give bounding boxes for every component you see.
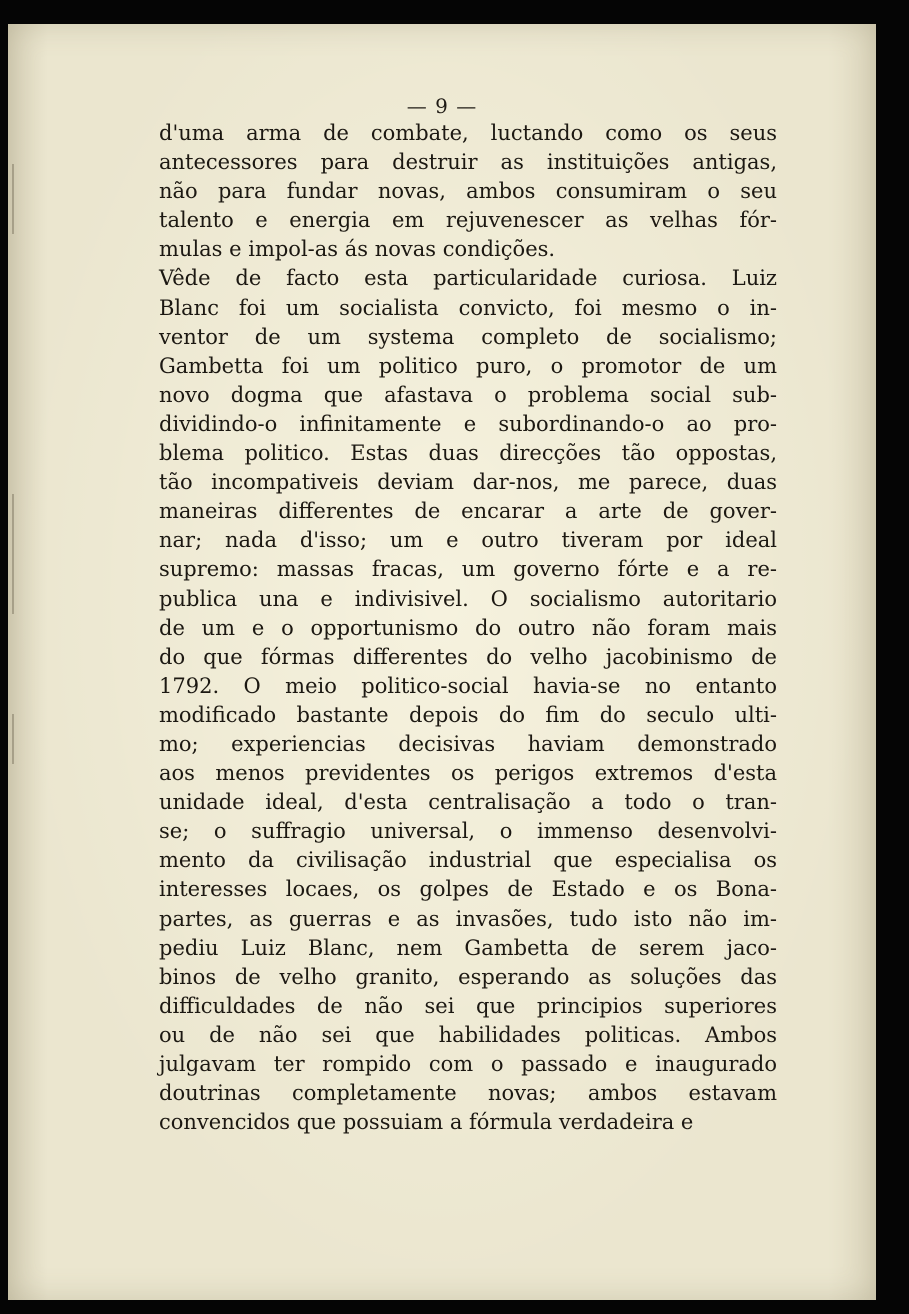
text-line: doutrinas completamente novas; ambos estavam <box>159 1081 777 1106</box>
text-line: de um e o opportunismo do outro não foram mais <box>159 615 777 640</box>
text-line: tão incompativeis deviam dar-nos, me parece, duas <box>159 470 777 495</box>
text-line: nar; nada d'isso; um e outro tiveram por ideal <box>159 528 777 553</box>
body-text <box>159 119 777 1137</box>
text-line: talento e energia em rejuvenescer as velhas fór- <box>159 208 777 233</box>
text-line: binos de velho granito, esperando as soluções das <box>159 964 777 989</box>
text-line: Blanc foi um socialista convicto, foi mesmo o in- <box>159 295 777 320</box>
text-line: blema politico. Estas duas direcções tão oppostas, <box>159 441 777 466</box>
text-line: dividindo-o infinitamente e subordinando-o ao pro- <box>159 411 777 436</box>
text-line: convencidos que possuiam a fórmula verdadeira e <box>159 1110 694 1135</box>
text-line: antecessores para destruir as instituições antigas, <box>159 150 777 175</box>
text-line: modificado bastante depois do fim do seculo ulti- <box>159 702 777 727</box>
binding-edge-mark <box>12 164 14 234</box>
text-line: mulas e impol-as ás novas condições. <box>159 237 556 262</box>
text-line: aos menos previdentes os perigos extremos d'esta <box>159 761 777 786</box>
text-line: partes, as guerras e as invasões, tudo isto não im- <box>159 906 777 931</box>
text-line: unidade ideal, d'esta centralisação a todo o tran- <box>159 790 777 815</box>
text-line: pediu Luiz Blanc, nem Gambetta de serem jaco- <box>159 935 777 960</box>
text-line: mento da civilisação industrial que especialisa os <box>159 848 777 873</box>
book-page <box>8 24 876 1300</box>
text-line: ventor de um systema completo de socialismo; <box>159 324 777 349</box>
text-line: não para fundar novas, ambos consumiram o seu <box>159 179 777 204</box>
text-line: Gambetta foi um politico puro, o promotor de um <box>159 353 777 378</box>
text-line: se; o suffragio universal, o immenso desenvolvi- <box>159 819 777 844</box>
text-line: novo dogma que afastava o problema social sub- <box>159 382 777 407</box>
text-line: mo; experiencias decisivas haviam demonstrado <box>159 731 777 756</box>
text-line: supremo: massas fracas, um governo fórte e a re- <box>159 557 777 582</box>
page-number: — 9 — <box>406 94 478 118</box>
text-line: maneiras differentes de encarar a arte de gover- <box>159 499 777 524</box>
text-line: julgavam ter rompido com o passado e inaugurado <box>159 1052 777 1076</box>
text-line: do que fórmas differentes do velho jacobinismo de <box>159 644 777 669</box>
binding-edge-mark <box>12 714 14 764</box>
text-line: ou de não sei que habilidades politicas. Ambos <box>159 1022 777 1047</box>
binding-edge-mark <box>12 494 14 614</box>
text-line: difficuldades de não sei que principios superiores <box>159 993 777 1018</box>
text-line: 1792. O meio politico-social havia-se no entanto <box>159 673 777 698</box>
text-line: publica una e indivisivel. O socialismo autoritario <box>159 586 777 611</box>
text-line: Vêde de facto esta particularidade curiosa. Luiz <box>159 266 777 291</box>
text-line: d'uma arma de combate, luctando como os seus <box>159 121 777 145</box>
text-line: interesses locaes, os golpes de Estado e os Bona- <box>159 877 777 902</box>
